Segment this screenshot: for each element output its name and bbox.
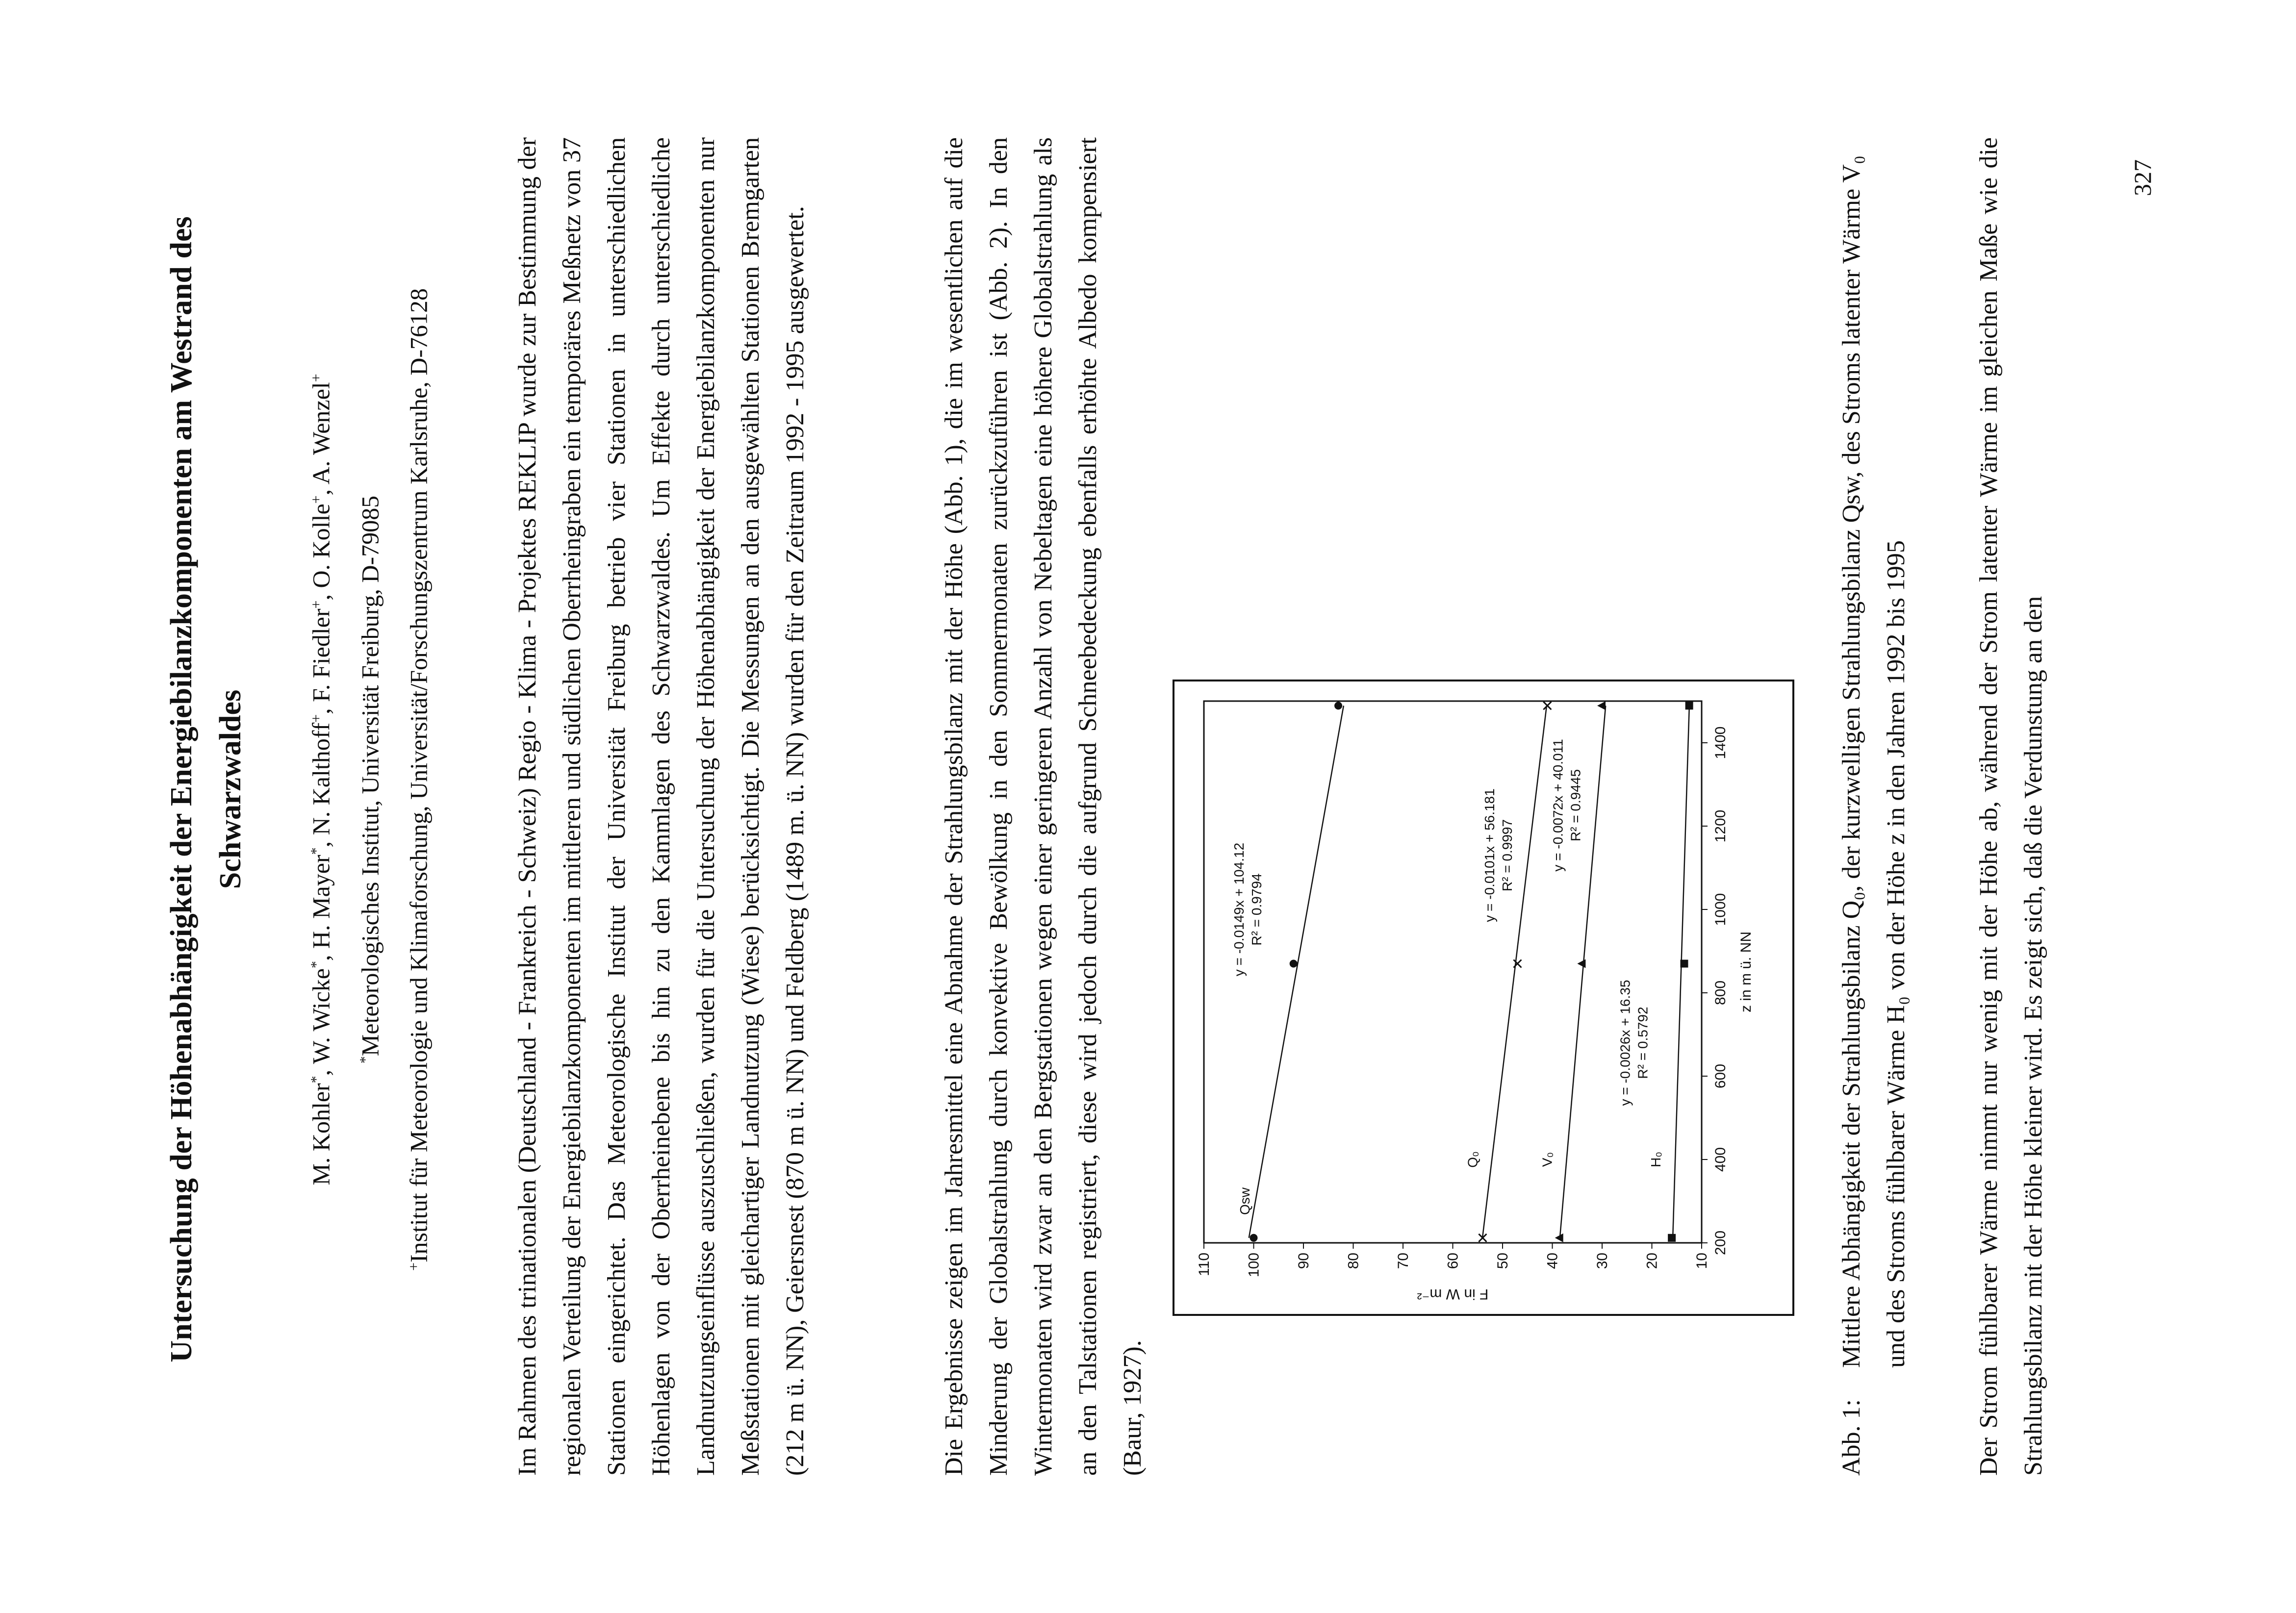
author-mark: +	[308, 714, 324, 723]
fit-equation: y = -0.0026x + 16.35	[1617, 980, 1633, 1106]
affiliation-freiburg	[343, 93, 392, 1466]
affiliation-mark: +	[406, 1262, 422, 1271]
author-mark: *	[308, 847, 324, 855]
x-tick-label: 1400	[1712, 726, 1729, 759]
y-tick-label: 60	[1445, 1253, 1461, 1269]
affiliation-karlsruhe	[392, 93, 441, 1466]
paragraph-intro: Im Rahmen des trinationalen (Deutschland - Frankreich - Schweiz) Regio - Klima - Projektes REKLIP wurde zur Bestimmung der regionalen Verteilung der Energiebilanzkomponenten im mittleren und südlichen Oberrheingraben ein temporäres Meßnetz von 37 Stationen eingerichtet. Das Meteorologische Institut der Universität Freiburg betrieb vier Stationen in unterschiedlichen Höhenlagen von der Oberrheinebene bis hin zu den Kammlagen des Schwarzwaldes. Um Effekte durch unterschiedliche Landnutzungseinflüsse auszuschließen, wurden für die Untersuchung der Höhenabhängigkeit der Energiebilanzkomponenten nur Meßstationen mit gleichartiger Landnutzung (Wiese) berücksichtigt. Die Messungen an den ausgewählten Stationen Bremgarten (212 m ü. NN), Geiersnest (870 m ü. NN) und Feldberg (1489 m. ü. NN) wurden für den Zeitraum 1992 - 1995 ausgewertet.	[513, 137, 809, 1476]
author-name: H. Mayer	[307, 855, 335, 949]
x-tick-label: 1200	[1712, 809, 1729, 843]
data-point	[1290, 960, 1298, 968]
data-point	[1250, 1234, 1258, 1242]
author-name: M. Kohler	[307, 1083, 335, 1185]
x-tick-label: 600	[1712, 1063, 1729, 1089]
fit-equation: y = -0.0101x + 56.181	[1482, 788, 1498, 922]
affiliation-mark: *	[357, 1056, 373, 1064]
author-name: O. Kolle	[307, 504, 335, 588]
author-name: W. Wicke	[307, 968, 335, 1064]
fit-equation: y = -0.0072x + 40.011	[1550, 739, 1566, 872]
x-tick-label: 800	[1712, 980, 1729, 1006]
fit-r-squared: R² = 0.9794	[1249, 873, 1264, 946]
author-mark: +	[308, 374, 324, 382]
author-mark: +	[308, 495, 324, 504]
fit-equation: y = -0.0149x + 104.12	[1231, 842, 1247, 977]
author-list: M. Kohler*, W. Wicke*, H. Mayer*, N. Kalthoff+, F. Fiedler+, O. Kolle+, A. Wenzel+	[307, 374, 335, 1185]
series-label: H₀	[1648, 1152, 1664, 1167]
affiliation-text: Meteorologisches Institut, Universität Freiburg, D-79085	[356, 495, 384, 1057]
data-point	[1685, 702, 1693, 709]
author-mark: *	[308, 961, 324, 969]
author-name: F. Fiedler	[307, 608, 335, 702]
figure-caption	[1829, 137, 1918, 1476]
data-point	[1668, 1234, 1676, 1242]
page-number: 327	[2129, 159, 2156, 196]
caption-text: Mittlere Abhängigkeit der Strahlungsbilanz Q₀, der kurzwelligen Strahlungsbilanz Qsw, des Stroms latenter Wärme V₀ und des Stroms fühlbarer Wärme H₀ von der Höhe z in den Jahren 1992 bis 1995	[1837, 155, 1910, 1368]
figure-energy-balance-chart	[1172, 679, 1795, 1316]
affiliation-text: Institut für Meteorologie und Klimaforschung, Universität/Forschungszentrum Karlsruhe, D-76128	[405, 288, 433, 1263]
x-tick-label: 400	[1712, 1147, 1729, 1172]
series-label: Qsw	[1237, 1187, 1253, 1215]
y-tick-label: 90	[1296, 1253, 1312, 1269]
y-tick-label: 70	[1395, 1253, 1411, 1269]
caption-label: Abb. 1:	[1837, 1399, 1865, 1476]
fit-r-squared: R² = 0.5792	[1635, 1007, 1651, 1079]
y-tick-label: 20	[1644, 1253, 1660, 1269]
y-axis-label: F in W m⁻²	[1417, 1286, 1489, 1302]
y-tick-label: 10	[1694, 1253, 1710, 1269]
y-tick-label: 40	[1544, 1253, 1561, 1269]
figure-frame	[1174, 680, 1793, 1315]
y-tick-label: 50	[1495, 1253, 1511, 1269]
paragraph-results: Die Ergebnisse zeigen im Jahresmittel eine Abnahme der Strahlungsbilanz mit der Höhe (Abb. 1), die im wesentlichen auf die Minderung der Globalstrahlung durch konvektive Bewölkung in den Sommermonaten zurückzuführen ist (Abb. 2). In den Wintermonaten wird zwar an den Bergstationen wegen einer geringeren Anzahl von Nebeltagen eine höhere Globalstrahlung als an den Talstationen registriert, diese wird jedoch durch die aufgrund Schneebedeckung ebenfalls erhöhte Albedo kompensiert (Baur, 1927).	[940, 137, 1147, 1476]
author-mark: *	[308, 1076, 324, 1084]
paper-title: Untersuchung der Höhenabhängigkeit der Energiebilanzkomponenten am Westrand des Schwarzwaldes	[165, 216, 247, 1362]
y-tick-label: 30	[1594, 1253, 1610, 1269]
author-name: N. Kalthoff	[307, 722, 335, 835]
paragraph-continuation: Der Strom fühlbarer Wärme nimmt nur wenig mit der Höhe ab, während der Strom latenter Wärme im gleichen Maße wie die Strahlungsbilanz mit der Höhe kleiner wird. Es zeigt sich, daß die Verdunstung an den	[1975, 137, 2047, 1476]
author-name: A. Wenzel	[307, 382, 335, 485]
x-tick-label: 1000	[1712, 893, 1729, 926]
data-point	[1334, 702, 1342, 709]
y-tick-label: 110	[1196, 1253, 1212, 1276]
x-axis-label: z in m ü. NN	[1738, 931, 1754, 1013]
fit-r-squared: R² = 0.9445	[1568, 769, 1583, 842]
data-point	[1680, 960, 1688, 968]
y-tick-label: 100	[1246, 1253, 1262, 1278]
y-tick-label: 80	[1345, 1253, 1362, 1269]
x-tick-label: 200	[1712, 1230, 1729, 1256]
series-label: Q₀	[1465, 1151, 1480, 1168]
author-block	[294, 93, 441, 1466]
fit-r-squared: R² = 0.9997	[1500, 819, 1515, 892]
author-mark: +	[308, 600, 324, 609]
series-label: V₀	[1539, 1152, 1555, 1167]
